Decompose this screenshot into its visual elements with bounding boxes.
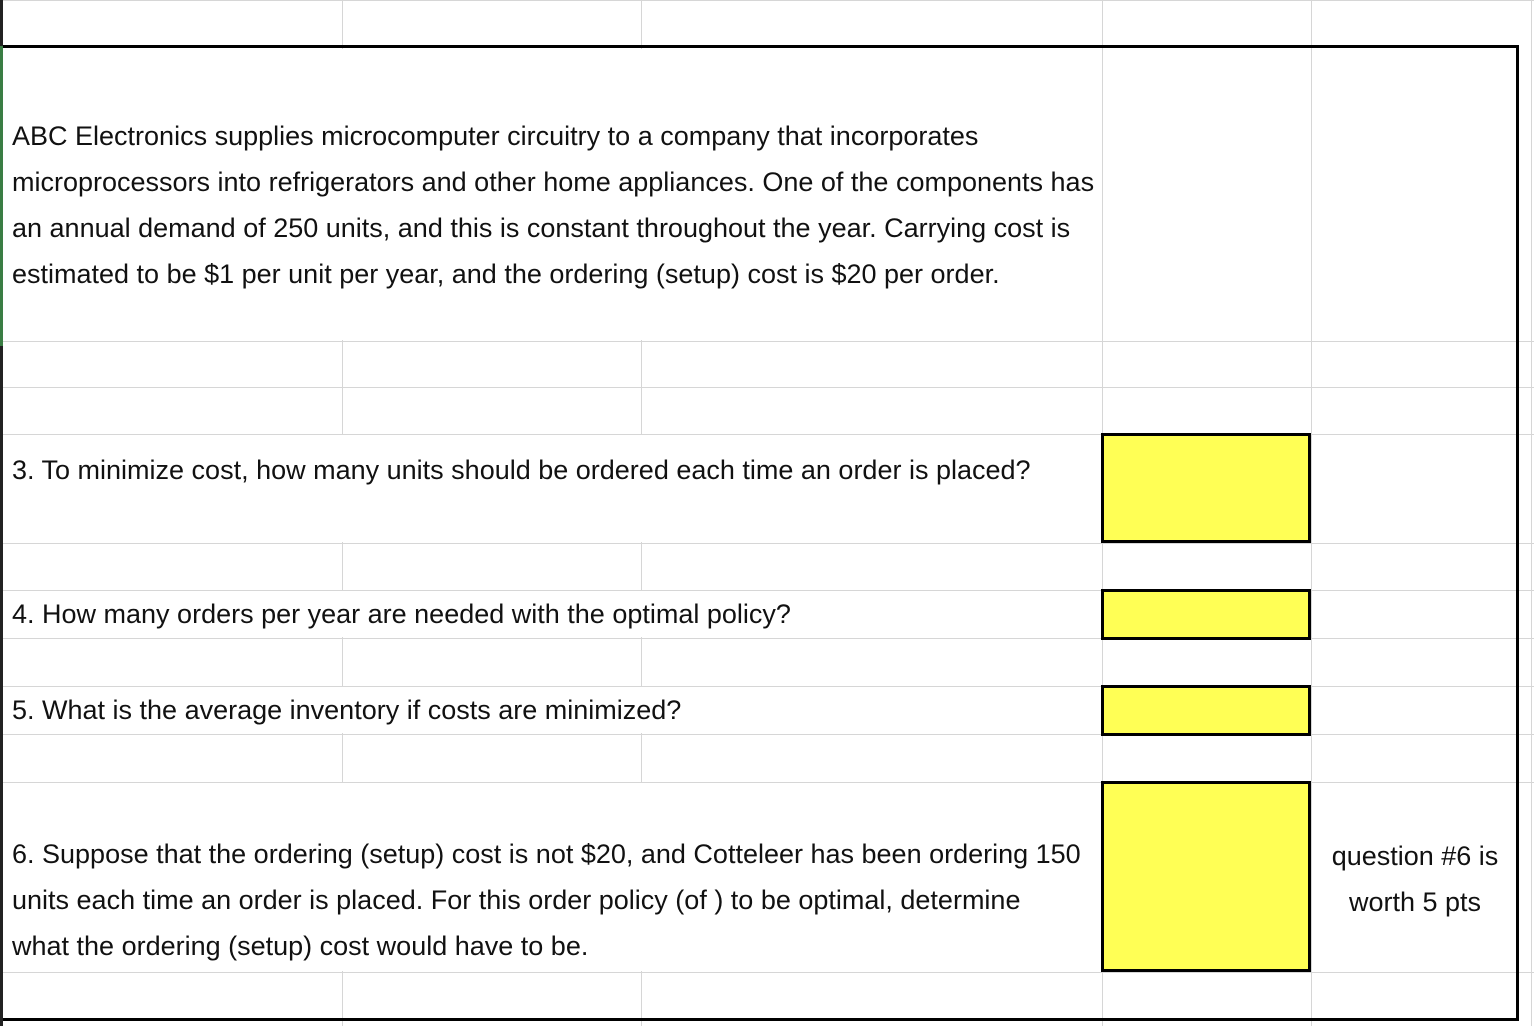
question-5: 5. What is the average inventory if costs are minimized? <box>12 695 682 725</box>
gridline <box>0 972 1534 973</box>
outer-border-bottom <box>0 1018 1519 1021</box>
answer-cell-q5[interactable] <box>1101 685 1311 736</box>
gridline <box>0 341 1534 342</box>
problem-intro: ABC Electronics supplies microcomputer circuitry to a company that incorporates microprocessors into refrigerators and other home appliances. One of the components has an annual demand of 250 units, and this is constant throughout the year. Carrying cost is estimated to be $1 per unit per year, and the ordering (setup) cost is $20 per order. <box>12 121 1095 289</box>
question-6: 6. Suppose that the ordering (setup) cost is not $20, and Cotteleer has been ordering 150 units each time an order is placed. For this order policy (of ) to be optimal, determine what the ordering (setup) cost would have to be. <box>12 839 1081 961</box>
question-4: 4. How many orders per year are needed with the optimal policy? <box>12 599 791 629</box>
question-3: 3. To minimize cost, how many units should be ordered each time an order is placed? <box>12 455 1031 485</box>
gridline <box>1531 0 1532 1026</box>
answer-cell-q6[interactable] <box>1101 781 1311 972</box>
outer-border-top <box>0 45 1519 48</box>
gridline <box>0 0 1534 1</box>
gridline <box>0 387 1534 388</box>
gridline <box>0 543 1534 544</box>
answer-cell-q3[interactable] <box>1101 433 1311 543</box>
points-note: question #6 is worth 5 pts <box>1331 841 1499 917</box>
selection-edge <box>0 46 3 346</box>
answer-cell-q4[interactable] <box>1101 589 1311 640</box>
